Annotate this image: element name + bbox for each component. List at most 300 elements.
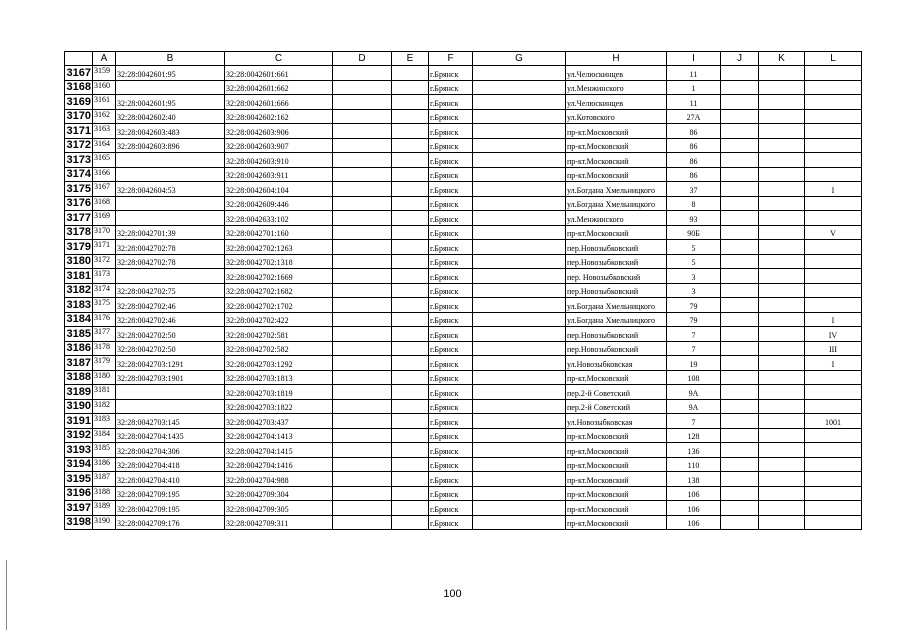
cell-l[interactable] [805,240,862,255]
cell-f[interactable]: г.Брянск [429,240,473,255]
cell-l[interactable] [805,138,862,153]
cell-k[interactable] [759,95,805,110]
cell-c[interactable]: 32:28:0042633:102 [225,211,333,226]
cell-k[interactable] [759,182,805,197]
cell-l[interactable] [805,283,862,298]
cell-e[interactable] [392,153,429,168]
cell-i[interactable]: 27А [667,109,721,124]
cell-i[interactable]: 79 [667,298,721,313]
cell-g[interactable] [473,240,566,255]
cell-j[interactable] [721,443,759,458]
column-header-e[interactable]: E [392,52,429,66]
cell-e[interactable] [392,80,429,95]
cell-h[interactable]: ул.Богдана Хмельницкого [566,298,667,313]
cell-k[interactable] [759,399,805,414]
cell-h[interactable]: пр-кт.Московский [566,501,667,516]
cell-e[interactable] [392,341,429,356]
cell-j[interactable] [721,298,759,313]
cell-l[interactable] [805,385,862,400]
cell-f[interactable]: г.Брянск [429,457,473,472]
cell-i[interactable]: 86 [667,138,721,153]
cell-e[interactable] [392,109,429,124]
cell-k[interactable] [759,153,805,168]
column-header-d[interactable]: D [333,52,392,66]
cell-l[interactable]: III [805,341,862,356]
cell-j[interactable] [721,370,759,385]
cell-g[interactable] [473,356,566,371]
cell-k[interactable] [759,124,805,139]
cell-f[interactable]: г.Брянск [429,341,473,356]
row-number[interactable]: 3167 [65,66,93,81]
cell-l[interactable] [805,109,862,124]
cell-k[interactable] [759,414,805,429]
cell-g[interactable] [473,312,566,327]
cell-h[interactable]: пр-кт.Московский [566,138,667,153]
cell-d[interactable] [333,428,392,443]
cell-j[interactable] [721,269,759,284]
cell-d[interactable] [333,341,392,356]
cell-j[interactable] [721,472,759,487]
row-number[interactable]: 3180 [65,254,93,269]
cell-c[interactable]: 32:28:0042702:1669 [225,269,333,284]
cell-g[interactable] [473,399,566,414]
row-number[interactable]: 3195 [65,472,93,487]
cell-k[interactable] [759,472,805,487]
cell-h[interactable]: пер.Новозыбковский [566,254,667,269]
cell-d[interactable] [333,80,392,95]
cell-b[interactable]: 32:28:0042709:195 [116,486,225,501]
cell-i[interactable]: 5 [667,254,721,269]
cell-c[interactable]: 32:28:0042603:907 [225,138,333,153]
cell-k[interactable] [759,269,805,284]
cell-i[interactable]: 7 [667,414,721,429]
row-number[interactable]: 3185 [65,327,93,342]
cell-a[interactable] [93,385,116,400]
cell-l[interactable] [805,254,862,269]
cell-d[interactable] [333,472,392,487]
cell-l[interactable] [805,196,862,211]
cell-g[interactable] [473,472,566,487]
cell-g[interactable] [473,138,566,153]
cell-i[interactable]: 9А [667,385,721,400]
cell-e[interactable] [392,124,429,139]
cell-k[interactable] [759,254,805,269]
cell-i[interactable]: 86 [667,124,721,139]
column-header-i[interactable]: I [667,52,721,66]
cell-d[interactable] [333,254,392,269]
cell-g[interactable] [473,225,566,240]
cell-h[interactable]: пер.Новозыбковский [566,283,667,298]
cell-k[interactable] [759,486,805,501]
cell-i[interactable]: 19 [667,356,721,371]
cell-a[interactable] [93,225,116,240]
cell-l[interactable] [805,472,862,487]
cell-b[interactable]: 32:28:0042704:418 [116,457,225,472]
cell-k[interactable] [759,370,805,385]
cell-h[interactable]: ул.Челюскинцев [566,66,667,81]
cell-h[interactable]: ул.Новозыбковская [566,356,667,371]
cell-l[interactable] [805,153,862,168]
cell-k[interactable] [759,515,805,530]
cell-c[interactable]: 32:28:0042604:104 [225,182,333,197]
cell-d[interactable] [333,443,392,458]
cell-b[interactable]: 32:28:0042704:410 [116,472,225,487]
cell-f[interactable]: г.Брянск [429,124,473,139]
cell-h[interactable]: ул.Новозыбковская [566,414,667,429]
cell-f[interactable]: г.Брянск [429,428,473,443]
cell-h[interactable]: ул.Богдана Хмельницкого [566,182,667,197]
cell-b[interactable] [116,196,225,211]
cell-b[interactable]: 32:28:0042702:46 [116,312,225,327]
cell-h[interactable]: ул.Котовского [566,109,667,124]
cell-f[interactable]: г.Брянск [429,95,473,110]
column-header-j[interactable]: J [721,52,759,66]
cell-d[interactable] [333,312,392,327]
cell-i[interactable]: 106 [667,501,721,516]
cell-b[interactable]: 32:28:0042702:78 [116,240,225,255]
column-header-h[interactable]: H [566,52,667,66]
cell-g[interactable] [473,182,566,197]
cell-l[interactable] [805,124,862,139]
cell-c[interactable]: 32:28:0042703:1819 [225,385,333,400]
cell-g[interactable] [473,515,566,530]
cell-a[interactable] [93,211,116,226]
cell-a[interactable] [93,66,116,81]
row-number[interactable]: 3170 [65,109,93,124]
cell-g[interactable] [473,109,566,124]
cell-e[interactable] [392,486,429,501]
column-header-c[interactable]: C [225,52,333,66]
cell-h[interactable]: пр-кт.Московский [566,457,667,472]
cell-l[interactable] [805,95,862,110]
cell-i[interactable]: 110 [667,457,721,472]
cell-i[interactable]: 1 [667,80,721,95]
cell-i[interactable]: 3 [667,269,721,284]
row-number[interactable]: 3186 [65,341,93,356]
cell-i[interactable]: 5 [667,240,721,255]
cell-e[interactable] [392,138,429,153]
cell-e[interactable] [392,225,429,240]
cell-b[interactable] [116,399,225,414]
cell-d[interactable] [333,182,392,197]
cell-e[interactable] [392,414,429,429]
cell-j[interactable] [721,138,759,153]
cell-h[interactable]: пер.Новозыбковский [566,341,667,356]
column-header-g[interactable]: G [473,52,566,66]
cell-j[interactable] [721,486,759,501]
cell-d[interactable] [333,240,392,255]
cell-k[interactable] [759,283,805,298]
cell-d[interactable] [333,109,392,124]
cell-g[interactable] [473,443,566,458]
cell-c[interactable]: 32:28:0042709:305 [225,501,333,516]
row-number[interactable]: 3178 [65,225,93,240]
cell-d[interactable] [333,95,392,110]
cell-h[interactable]: пр-кт.Московский [566,428,667,443]
cell-b[interactable]: 32:28:0042602:40 [116,109,225,124]
row-number[interactable]: 3189 [65,385,93,400]
cell-d[interactable] [333,399,392,414]
cell-a[interactable] [93,182,116,197]
cell-d[interactable] [333,385,392,400]
cell-e[interactable] [392,370,429,385]
cell-a[interactable] [93,472,116,487]
cell-c[interactable]: 32:28:0042603:910 [225,153,333,168]
cell-a[interactable] [93,138,116,153]
cell-l[interactable] [805,211,862,226]
cell-h[interactable]: ул.Богдана Хмельницкого [566,312,667,327]
cell-e[interactable] [392,269,429,284]
cell-a[interactable] [93,167,116,182]
cell-g[interactable] [473,341,566,356]
cell-h[interactable]: пр-кт.Московский [566,515,667,530]
cell-l[interactable] [805,486,862,501]
cell-j[interactable] [721,124,759,139]
row-number[interactable]: 3176 [65,196,93,211]
cell-j[interactable] [721,109,759,124]
cell-b[interactable] [116,167,225,182]
cell-l[interactable] [805,399,862,414]
cell-e[interactable] [392,298,429,313]
cell-c[interactable]: 32:28:0042704:1415 [225,443,333,458]
cell-j[interactable] [721,501,759,516]
cell-k[interactable] [759,341,805,356]
cell-g[interactable] [473,269,566,284]
cell-b[interactable] [116,80,225,95]
cell-d[interactable] [333,327,392,342]
cell-f[interactable]: г.Брянск [429,211,473,226]
cell-f[interactable]: г.Брянск [429,414,473,429]
row-number[interactable]: 3198 [65,515,93,530]
cell-k[interactable] [759,225,805,240]
cell-b[interactable]: 32:28:0042704:306 [116,443,225,458]
cell-g[interactable] [473,298,566,313]
cell-a[interactable] [93,269,116,284]
cell-a[interactable] [93,457,116,472]
cell-f[interactable]: г.Брянск [429,109,473,124]
cell-g[interactable] [473,211,566,226]
row-number[interactable]: 3194 [65,457,93,472]
cell-c[interactable]: 32:28:0042702:422 [225,312,333,327]
cell-f[interactable]: г.Брянск [429,501,473,516]
cell-c[interactable]: 32:28:0042702:1702 [225,298,333,313]
cell-i[interactable]: 79 [667,312,721,327]
cell-b[interactable] [116,269,225,284]
cell-e[interactable] [392,211,429,226]
cell-l[interactable] [805,370,862,385]
cell-h[interactable]: ул.Челюскинцев [566,95,667,110]
cell-f[interactable]: г.Брянск [429,283,473,298]
cell-j[interactable] [721,312,759,327]
cell-j[interactable] [721,399,759,414]
cell-b[interactable]: 32:28:0042703:145 [116,414,225,429]
cell-a[interactable] [93,153,116,168]
cell-g[interactable] [473,428,566,443]
cell-b[interactable]: 32:28:0042702:50 [116,327,225,342]
cell-g[interactable] [473,254,566,269]
cell-c[interactable]: 32:28:0042702:581 [225,327,333,342]
cell-k[interactable] [759,298,805,313]
row-number[interactable]: 3174 [65,167,93,182]
cell-e[interactable] [392,515,429,530]
cell-i[interactable]: 106 [667,515,721,530]
cell-f[interactable]: г.Брянск [429,312,473,327]
cell-h[interactable]: ул.Богдана Хмельницкого [566,196,667,211]
cell-e[interactable] [392,240,429,255]
cell-c[interactable]: 32:28:0042603:911 [225,167,333,182]
cell-h[interactable]: пр-кт.Московский [566,153,667,168]
cell-d[interactable] [333,167,392,182]
cell-d[interactable] [333,269,392,284]
cell-h[interactable]: пр-кт.Московский [566,167,667,182]
cell-c[interactable]: 32:28:0042602:162 [225,109,333,124]
cell-c[interactable]: 32:28:0042601:666 [225,95,333,110]
cell-g[interactable] [473,283,566,298]
cell-e[interactable] [392,283,429,298]
cell-h[interactable]: пер.2-й Советский [566,399,667,414]
cell-l[interactable]: 1001 [805,414,862,429]
cell-b[interactable]: 32:28:0042603:896 [116,138,225,153]
cell-h[interactable]: пр-кт.Московский [566,472,667,487]
cell-b[interactable]: 32:28:0042702:78 [116,254,225,269]
row-number[interactable]: 3184 [65,312,93,327]
cell-i[interactable]: 90Б [667,225,721,240]
cell-c[interactable]: 32:28:0042703:1292 [225,356,333,371]
cell-c[interactable]: 32:28:0042603:906 [225,124,333,139]
cell-j[interactable] [721,95,759,110]
cell-c[interactable]: 32:28:0042703:1822 [225,399,333,414]
cell-e[interactable] [392,472,429,487]
cell-d[interactable] [333,356,392,371]
cell-i[interactable]: 136 [667,443,721,458]
cell-c[interactable]: 32:28:0042702:582 [225,341,333,356]
cell-e[interactable] [392,356,429,371]
cell-d[interactable] [333,225,392,240]
cell-a[interactable] [93,501,116,516]
row-number[interactable]: 3187 [65,356,93,371]
cell-l[interactable] [805,515,862,530]
cell-i[interactable]: 86 [667,153,721,168]
row-number[interactable]: 3183 [65,298,93,313]
cell-j[interactable] [721,66,759,81]
cell-f[interactable]: г.Брянск [429,80,473,95]
cell-d[interactable] [333,138,392,153]
cell-a[interactable] [93,95,116,110]
cell-c[interactable]: 32:28:0042709:311 [225,515,333,530]
cell-f[interactable]: г.Брянск [429,138,473,153]
cell-f[interactable]: г.Брянск [429,254,473,269]
cell-c[interactable]: 32:28:0042702:1263 [225,240,333,255]
cell-a[interactable] [93,327,116,342]
cell-a[interactable] [93,254,116,269]
row-number[interactable]: 3196 [65,486,93,501]
cell-d[interactable] [333,486,392,501]
column-header-k[interactable]: K [759,52,805,66]
cell-d[interactable] [333,298,392,313]
cell-j[interactable] [721,225,759,240]
cell-e[interactable] [392,501,429,516]
cell-b[interactable]: 32:28:0042701:39 [116,225,225,240]
cell-j[interactable] [721,153,759,168]
cell-l[interactable]: I [805,312,862,327]
cell-b[interactable] [116,211,225,226]
cell-c[interactable]: 32:28:0042704:988 [225,472,333,487]
cell-g[interactable] [473,501,566,516]
cell-g[interactable] [473,457,566,472]
cell-k[interactable] [759,327,805,342]
cell-b[interactable]: 32:28:0042702:75 [116,283,225,298]
cell-j[interactable] [721,211,759,226]
cell-d[interactable] [333,515,392,530]
cell-f[interactable]: г.Брянск [429,298,473,313]
cell-b[interactable]: 32:28:0042601:95 [116,66,225,81]
cell-j[interactable] [721,254,759,269]
cell-j[interactable] [721,457,759,472]
cell-i[interactable]: 11 [667,95,721,110]
column-header-f[interactable]: F [429,52,473,66]
cell-b[interactable]: 32:28:0042702:46 [116,298,225,313]
cell-h[interactable]: пер.Новозыбковский [566,240,667,255]
cell-g[interactable] [473,414,566,429]
cell-h[interactable]: пр-кт.Московский [566,225,667,240]
cell-d[interactable] [333,153,392,168]
cell-k[interactable] [759,457,805,472]
row-number[interactable]: 3182 [65,283,93,298]
cell-e[interactable] [392,385,429,400]
cell-j[interactable] [721,356,759,371]
cell-f[interactable]: г.Брянск [429,327,473,342]
cell-k[interactable] [759,196,805,211]
cell-h[interactable]: пр-кт.Московский [566,443,667,458]
cell-k[interactable] [759,428,805,443]
row-number[interactable]: 3190 [65,399,93,414]
cell-b[interactable]: 32:28:0042601:95 [116,95,225,110]
cell-e[interactable] [392,327,429,342]
cell-l[interactable]: IV [805,327,862,342]
cell-i[interactable]: 7 [667,341,721,356]
cell-b[interactable]: 32:28:0042704:1435 [116,428,225,443]
cell-f[interactable]: г.Брянск [429,66,473,81]
cell-a[interactable] [93,356,116,371]
row-number[interactable]: 3171 [65,124,93,139]
cell-g[interactable] [473,327,566,342]
cell-e[interactable] [392,399,429,414]
cell-l[interactable]: V [805,225,862,240]
cell-i[interactable]: 11 [667,66,721,81]
cell-a[interactable] [93,443,116,458]
cell-a[interactable] [93,283,116,298]
cell-h[interactable]: пер.2-й Советский [566,385,667,400]
cell-e[interactable] [392,167,429,182]
cell-j[interactable] [721,515,759,530]
cell-j[interactable] [721,182,759,197]
cell-a[interactable] [93,312,116,327]
cell-g[interactable] [473,385,566,400]
cell-c[interactable]: 32:28:0042702:1318 [225,254,333,269]
row-number[interactable]: 3175 [65,182,93,197]
cell-h[interactable]: пр-кт.Московский [566,124,667,139]
row-number[interactable]: 3188 [65,370,93,385]
cell-j[interactable] [721,283,759,298]
cell-c[interactable]: 32:28:0042703:1813 [225,370,333,385]
cell-b[interactable] [116,385,225,400]
cell-f[interactable]: г.Брянск [429,385,473,400]
cell-k[interactable] [759,443,805,458]
row-number[interactable]: 3191 [65,414,93,429]
cell-g[interactable] [473,124,566,139]
cell-l[interactable]: I [805,182,862,197]
cell-j[interactable] [721,167,759,182]
